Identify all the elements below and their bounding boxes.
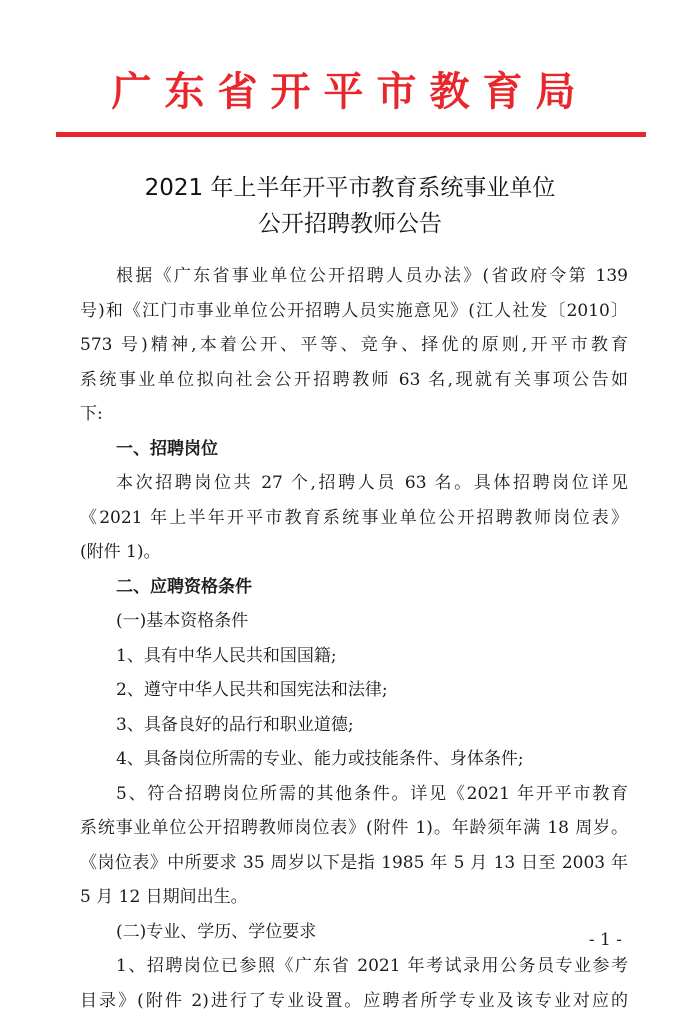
- issuer-header: 广东省开平市教育局: [0, 66, 700, 118]
- section-heading: 一、招聘岗位: [80, 432, 628, 467]
- paragraph-line: 系统事业单位拟向社会公开招聘教师 63 名,现就有关事项公告如: [80, 363, 628, 398]
- title-line-1: 2021 年上半年开平市教育系统事业单位: [0, 170, 700, 206]
- document-title: [0, 170, 700, 242]
- list-item: 3、具备良好的品行和职业道德;: [80, 708, 628, 743]
- subsection-heading: (二)专业、学历、学位要求: [80, 915, 628, 950]
- list-item: 4、具备岗位所需的专业、能力或技能条件、身体条件;: [80, 742, 628, 777]
- paragraph-line: 《岗位表》中所要求 35 周岁以下是指 1985 年 5 月 13 日至 2003 年: [80, 846, 628, 881]
- subsection-heading: (一)基本资格条件: [80, 604, 628, 639]
- header-red-rule: [56, 132, 646, 137]
- paragraph-line: 目录》(附件 2)进行了专业设置。应聘者所学专业及该专业对应的: [80, 984, 628, 1018]
- body-text: [80, 259, 628, 1018]
- paragraph-line: 号)和《江门市事业单位公开招聘人员实施意见》(江人社发〔2010〕: [80, 294, 628, 329]
- title-line-2: 公开招聘教师公告: [0, 206, 700, 242]
- paragraph-line: 5 月 12 日期间出生。: [80, 880, 628, 915]
- paragraph-line: 573 号)精神,本着公开、平等、竞争、择优的原则,开平市教育: [80, 328, 628, 363]
- list-item: 1、招聘岗位已参照《广东省 2021 年考试录用公务员专业参考: [80, 949, 628, 984]
- list-item: 2、遵守中华人民共和国宪法和法律;: [80, 673, 628, 708]
- paragraph-line: 系统事业单位公开招聘教师岗位表》(附件 1)。年龄须年满 18 周岁。: [80, 811, 628, 846]
- list-item: 5、符合招聘岗位所需的其他条件。详见《2021 年开平市教育: [80, 777, 628, 812]
- list-item: 1、具有中华人民共和国国籍;: [80, 639, 628, 674]
- paragraph-line: 根据《广东省事业单位公开招聘人员办法》(省政府令第 139: [80, 259, 628, 294]
- section-heading: 二、应聘资格条件: [80, 570, 628, 605]
- paragraph-line: 本次招聘岗位共 27 个,招聘人员 63 名。具体招聘岗位详见: [80, 466, 628, 501]
- page-number: - 1 -: [589, 930, 622, 950]
- paragraph-line: 下:: [80, 397, 628, 432]
- paragraph-line: 《2021 年上半年开平市教育系统事业单位公开招聘教师岗位表》: [80, 501, 628, 536]
- paragraph-line: (附件 1)。: [80, 535, 628, 570]
